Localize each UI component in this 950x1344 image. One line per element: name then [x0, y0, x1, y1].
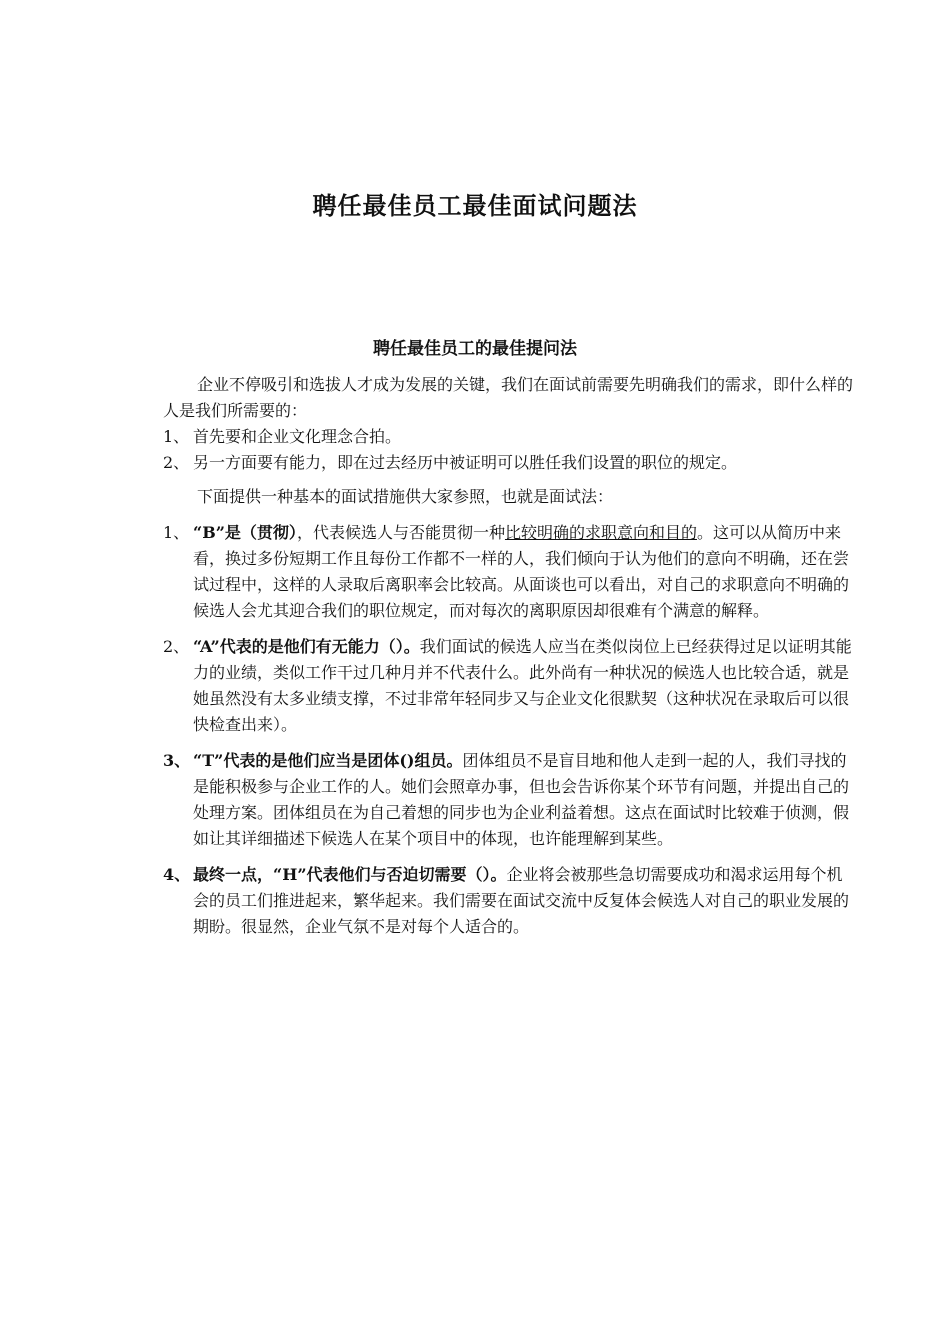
- method-body: 团体组员不是盲目地和他人走到一起的人，我们寻找的是能积极参与企业工作的人。她们会照章办事，但也会告诉你某个环节有问题，并提出自己的处理方案。团体组员在为自己着想的同步也为企业利益着想。这点在面试时比较难于侦测，假如让其详细描述下候选人在某个项目中的体现，也许能理解到某些。: [193, 751, 850, 848]
- method-body: 。这可以从简历中来看，换过多份短期工作且每份工作都不一样的人，我们倾向于认为他们的意向不明确，还在尝试过程中，这样的人录取后离职率会比较高。从面谈也可以看出，对自己的求职意向不明确的候选人会尤其迎合我们的职位规定，而对每次的离职原因却很难有个满意的解释。: [193, 523, 850, 620]
- method-item-h: [163, 862, 857, 940]
- method-text: [193, 862, 857, 940]
- requirement-number: 1、: [163, 427, 190, 446]
- method-text: [193, 520, 857, 624]
- method-heading: “T”代表的是他们应当是团体()组员。: [193, 751, 463, 770]
- method-text-lead: ，代表候选人与否能贯彻一种: [296, 523, 505, 542]
- method-heading: “A”代表的是他们有无能力（）。: [193, 637, 420, 656]
- section-subtitle: 聘任最佳员工的最佳提问法: [373, 339, 577, 359]
- intro-paragraph: 企业不停吸引和选拔人才成为发展的关键，我们在面试前需要先明确我们的需求，即什么样的人是我们所需要的：: [163, 375, 854, 420]
- document-title: 聘任最佳员工最佳面试问题法: [312, 191, 638, 220]
- requirement-item: [163, 424, 857, 450]
- method-item-a: [163, 634, 857, 738]
- method-number: 2、: [163, 637, 190, 656]
- lead-paragraph: 下面提供一种基本的面试措施供大家参照，也就是面试法：: [197, 487, 614, 506]
- method-body: 我们面试的候选人应当在类似岗位上已经获得过足以证明其能力的业绩，类似工作干过几种月并不代表什么。此外尚有一种状况的候选人也比较合适，就是她虽然没有太多业绩支撑，不过非常年轻同步又与企业文化很默契（这种状况在录取后可以很快检查出来）。: [193, 637, 852, 734]
- method-number: 3、: [163, 751, 191, 770]
- method-text: [193, 634, 857, 738]
- method-number: 1、: [163, 523, 190, 542]
- method-item-t: [163, 748, 857, 852]
- method-item-b: [163, 520, 857, 624]
- method-number: 4、: [163, 865, 191, 884]
- method-heading: 最终一点，“H”代表他们与否迫切需要（）。: [193, 865, 507, 884]
- method-underline-text: 比较明确的求职意向和目的: [504, 523, 697, 542]
- requirement-number: 2、: [163, 453, 190, 472]
- document-body: [163, 372, 857, 940]
- requirement-text: 首先要和企业文化理念合拍。: [193, 427, 402, 446]
- method-heading: “B”是（贯彻）: [193, 523, 297, 542]
- method-text: [193, 748, 857, 852]
- method-body: 企业将会被那些急切需要成功和渴求运用每个机会的员工们推进起来，繁华起来。我们需要在面试交流中反复体会候选人对自己的职业发展的期盼。很显然，企业气氛不是对每个人适合的。: [193, 865, 850, 936]
- requirement-item: [163, 450, 857, 476]
- requirement-text: 另一方面要有能力，即在过去经历中被证明可以胜任我们设置的职位的规定。: [193, 453, 738, 472]
